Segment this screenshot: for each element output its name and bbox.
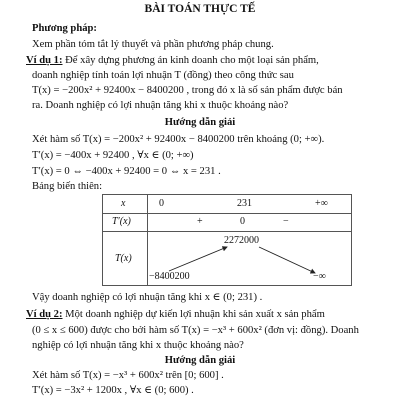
decreasing-arrow-icon: [259, 247, 315, 273]
variation-arrows: [103, 195, 351, 285]
x-label: x: [121, 198, 126, 209]
sign-zero: 0: [240, 216, 245, 227]
solution1-heading: Hướng dẫn giải: [164, 117, 236, 128]
start-value: −8400200: [149, 271, 190, 282]
function-label: T(x): [115, 253, 132, 264]
page-title: BÀI TOÁN THỰC TẾ: [144, 3, 256, 15]
solution1-line2: T′(x) = −400x + 92400 , ∀x ∈ (0; +∞): [32, 150, 194, 161]
example2-label: Ví dụ 2:: [26, 309, 63, 320]
example1-line2: doanh nghiệp tính toán lợi nhuận T (đồng) theo công thức sau: [32, 70, 294, 81]
solution1-line4: Bảng biến thiên:: [32, 181, 103, 192]
derivative-label: T′(x): [112, 216, 131, 227]
end-value: −∞: [313, 271, 326, 282]
x-value-0: 0: [159, 198, 164, 209]
max-value: 2272000: [224, 235, 259, 246]
conclusion1: Vậy doanh nghiệp có lợi nhuận tăng khi x ∈ (0; 231) .: [32, 292, 263, 303]
solution1-line1: Xét hàm số T(x) = −200x² + 92400x − 8400200 trên khoảng (0; +∞).: [32, 134, 325, 145]
example2-line2: (0 ≤ x ≤ 600) được cho bởi hàm số T(x) = −x³ + 600x² (đơn vị: đồng). Doanh: [32, 325, 359, 336]
example1-line4: ra. Doanh nghiệp có lợi nhuận tăng khi x thuộc khoảng nào?: [32, 100, 289, 111]
solution2-line2: T′(x) = −3x² + 1200x , ∀x ∈ (0; 600) .: [32, 385, 194, 396]
sign-plus: +: [197, 216, 203, 227]
solution2-line1: Xét hàm số T(x) = −x³ + 600x² trên [0; 600] .: [32, 370, 224, 381]
example1-line1: [26, 54, 374, 68]
method-text: Xem phần tóm tắt lý thuyết và phần phương pháp chung.: [32, 39, 274, 50]
increasing-arrow-icon: [169, 247, 227, 271]
example1-line3: T(x) = −200x² + 92400x − 8400200 , trong đó x là số sản phẩm được bán: [32, 85, 343, 96]
method-heading: Phương pháp:: [32, 23, 97, 34]
example2-text1: Một doanh nghiệp dự kiến lợi nhuận khi sản xuất x sản phẩm: [62, 309, 325, 320]
x-value-231: 231: [237, 198, 252, 209]
sign-minus: −: [283, 216, 289, 227]
x-value-inf: +∞: [315, 198, 328, 209]
example2-line3: nghiệp có lợi nhuận tăng khi x thuộc khoảng nào?: [32, 340, 244, 351]
example1-text1: Để xây dựng phương án kinh doanh cho một loại sản phẩm,: [62, 55, 319, 66]
variation-table: [102, 194, 352, 286]
example2-line1: [26, 308, 374, 322]
solution2-heading: Hướng dẫn giải: [164, 355, 236, 366]
solution1-line3: T′(x) = 0 ⇔ −400x + 92400 = 0 ⇔ x = 231 .: [32, 166, 221, 177]
example1-label: Ví dụ 1:: [26, 55, 63, 66]
